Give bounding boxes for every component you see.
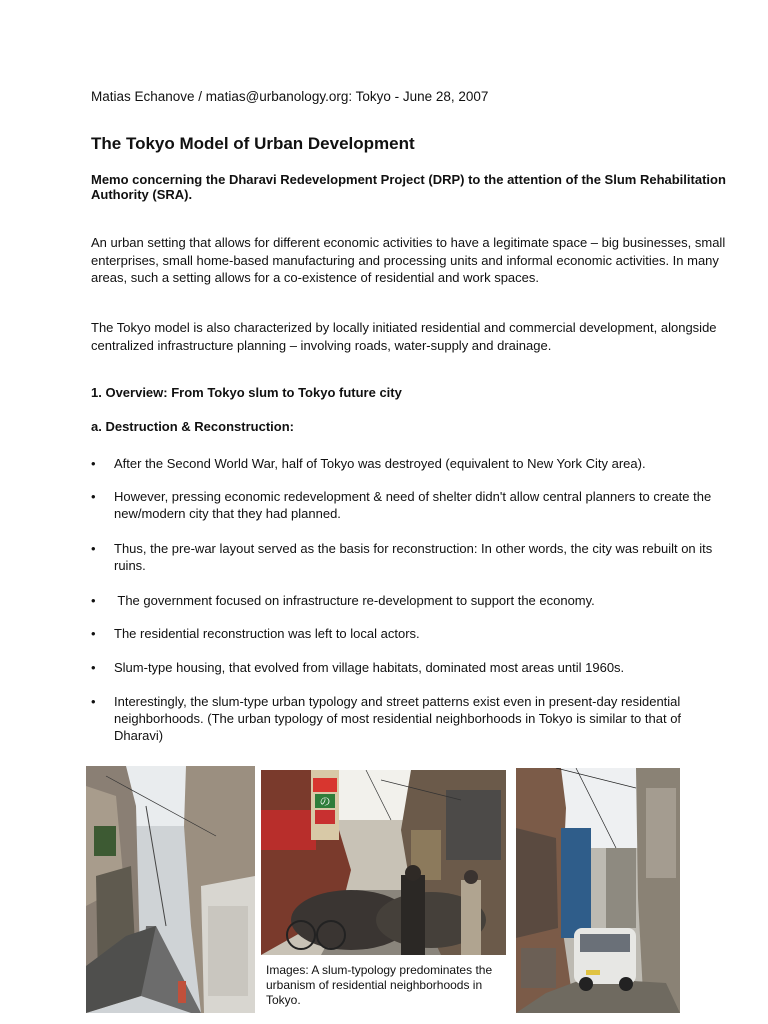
list-item-text: Slum-type housing, that evolved from village habitats, dominated most areas until 1960s.: [114, 660, 625, 675]
intro-paragraph: An urban setting that allows for different economic activities to have a legitimate space – big businesses, small enterprises, small home-based manufacturing and processing units and informal economic activities. In many areas, such a setting allows for a co-existence of residential and work spaces.: [91, 235, 726, 285]
narrow-alley-photo: [86, 766, 255, 1013]
shopping-street-photo: [261, 770, 506, 955]
list-item: [91, 488, 721, 522]
bullet-icon: •: [91, 694, 96, 709]
bullet-icon: •: [91, 456, 96, 471]
list-item: [91, 540, 721, 574]
list-item-text: The government focused on infrastructure re-development to support the economy.: [114, 593, 595, 608]
side-street-car-photo: [516, 768, 680, 1013]
list-item-text: Interestingly, the slum-type urban typology and street patterns exist even in present-day residential neighborhoods. (The urban typology of most residential neighborhoods in Tokyo is similar to that of Dharavi): [114, 694, 682, 743]
tokyo-model-paragraph: The Tokyo model is also characterized by locally initiated residential and commercial development, alongside centralized infrastructure planning – involving roads, water-supply and drainage.: [91, 320, 717, 353]
list-item: [91, 455, 721, 472]
memo-subtitle: Memo concerning the Dharavi Redevelopment Project (DRP) to the attention of the Slum Rehabilitation Authority (SRA).: [91, 172, 726, 202]
bullet-icon: •: [91, 489, 96, 504]
list-item: [91, 659, 721, 676]
list-item-text: After the Second World War, half of Tokyo was destroyed (equivalent to New York City area).: [114, 456, 646, 471]
list-item: [91, 693, 721, 744]
list-item-text: However, pressing economic redevelopment & need of shelter didn't allow central planners to create the new/modern city that they had planned.: [114, 489, 712, 521]
subsection-heading: a. Destruction & Reconstruction:: [91, 419, 294, 434]
list-item: [91, 592, 721, 609]
list-item-text: Thus, the pre-war layout served as the basis for reconstruction: In other words, the city was rebuilt on its ruins.: [114, 541, 713, 573]
image-caption: Images: A slum-typology predominates the urbanism of residential neighborhoods in Tokyo.: [266, 963, 493, 1007]
bullet-icon: •: [91, 626, 96, 641]
list-item: [91, 625, 721, 642]
bullet-icon: •: [91, 541, 96, 556]
bullet-icon: •: [91, 593, 96, 608]
bullet-icon: •: [91, 660, 96, 675]
document-title: The Tokyo Model of Urban Development: [91, 134, 415, 153]
svg-text:の: の: [319, 795, 331, 808]
section-heading: 1. Overview: From Tokyo slum to Tokyo future city: [91, 385, 402, 400]
list-item-text: The residential reconstruction was left to local actors.: [114, 626, 420, 641]
author-line: Matias Echanove / matias@urbanology.org: Tokyo - June 28, 2007: [91, 89, 489, 104]
